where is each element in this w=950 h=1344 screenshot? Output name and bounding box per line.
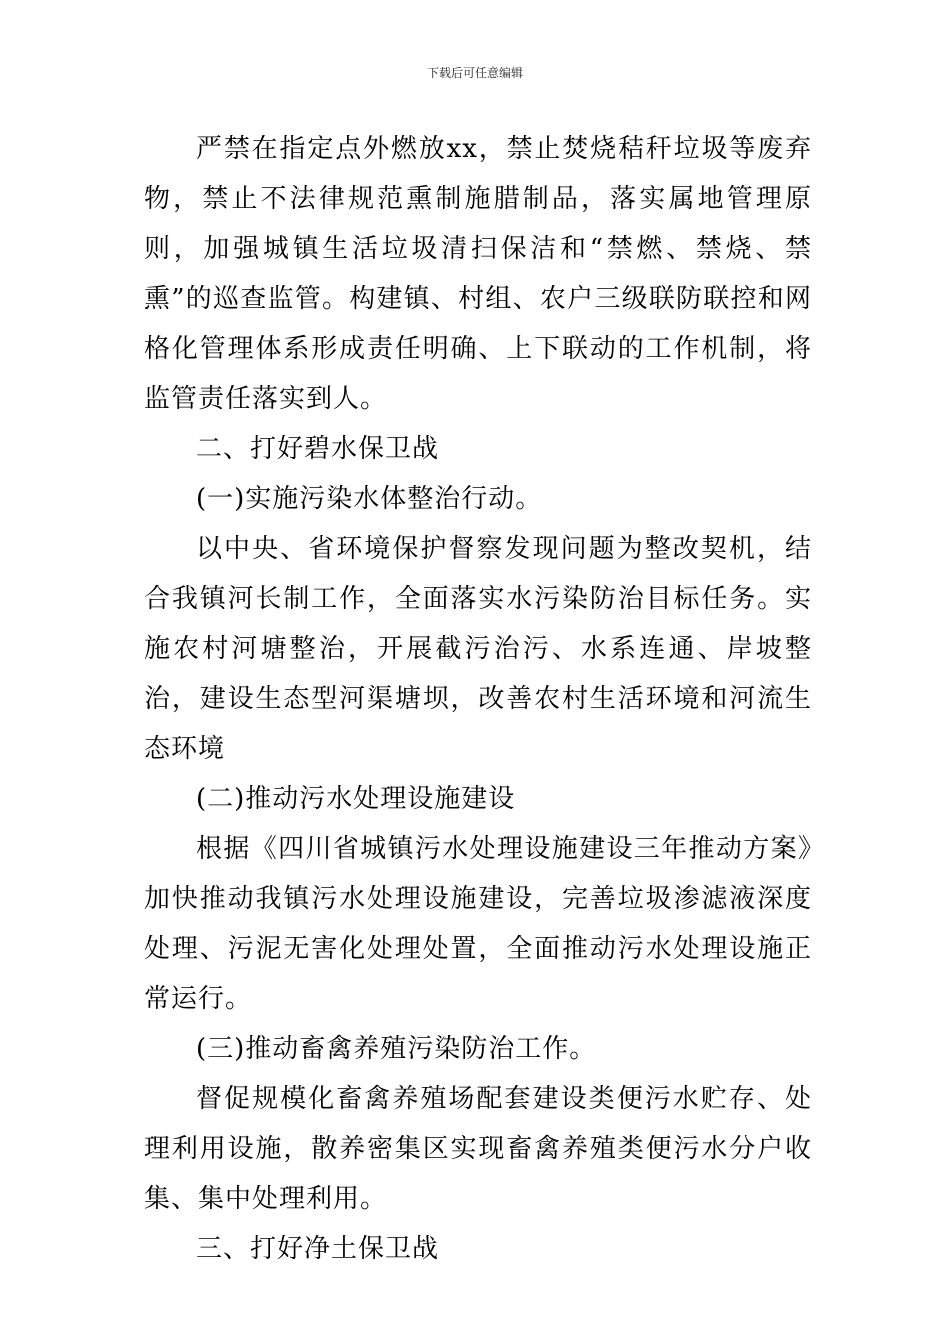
subheading-livestock-pollution: (三)推动畜禽养殖污染防治工作。 (196, 1034, 597, 1064)
paragraph-sewage-facilities: 根据《四川省城镇污水处理设施建设三年推动方案》加快推动我镇污水处理设施建设，完善垃圾渗滤液深度处理、污泥无害化处理处置，全面推动污水处理设施正常运行。 (144, 834, 812, 1014)
paragraph-air-control: 严禁在指定点外燃放xx，禁止焚烧秸秆垃圾等废弃物，禁止不法律规范熏制施腊制品，落实属地管理原则，加强城镇生活垃圾清扫保洁和“禁燃、禁烧、禁熏”的巡查监管。构建镇、村组、农户三级联防联控和网格化管理体系形成责任明确、上下联动的工作机制，将监管责任落实到人。 (144, 134, 812, 414)
document-body (144, 124, 812, 1274)
subheading-sewage-facilities: (二)推动污水处理设施建设 (196, 784, 516, 814)
page-header: 下载后可任意编辑 (426, 66, 523, 80)
section-heading-water: 二、打好碧水保卫战 (196, 434, 440, 464)
section-heading-soil: 三、打好净土保卫战 (196, 1234, 440, 1264)
subheading-water-remediation: (一)实施污染水体整治行动。 (196, 484, 543, 514)
paragraph-livestock-pollution: 督促规模化畜禽养殖场配套建设类便污水贮存、处理利用设施，散养密集区实现畜禽养殖类便污水分户收集、集中处理利用。 (144, 1084, 812, 1214)
paragraph-water-remediation: 以中央、省环境保护督察发现问题为整改契机，结合我镇河长制工作，全面落实水污染防治目标任务。实施农村河塘整治，开展截污治污、水系连通、岸坡整治，建设生态型河渠塘坝，改善农村生活环境和河流生态环境 (144, 534, 812, 764)
